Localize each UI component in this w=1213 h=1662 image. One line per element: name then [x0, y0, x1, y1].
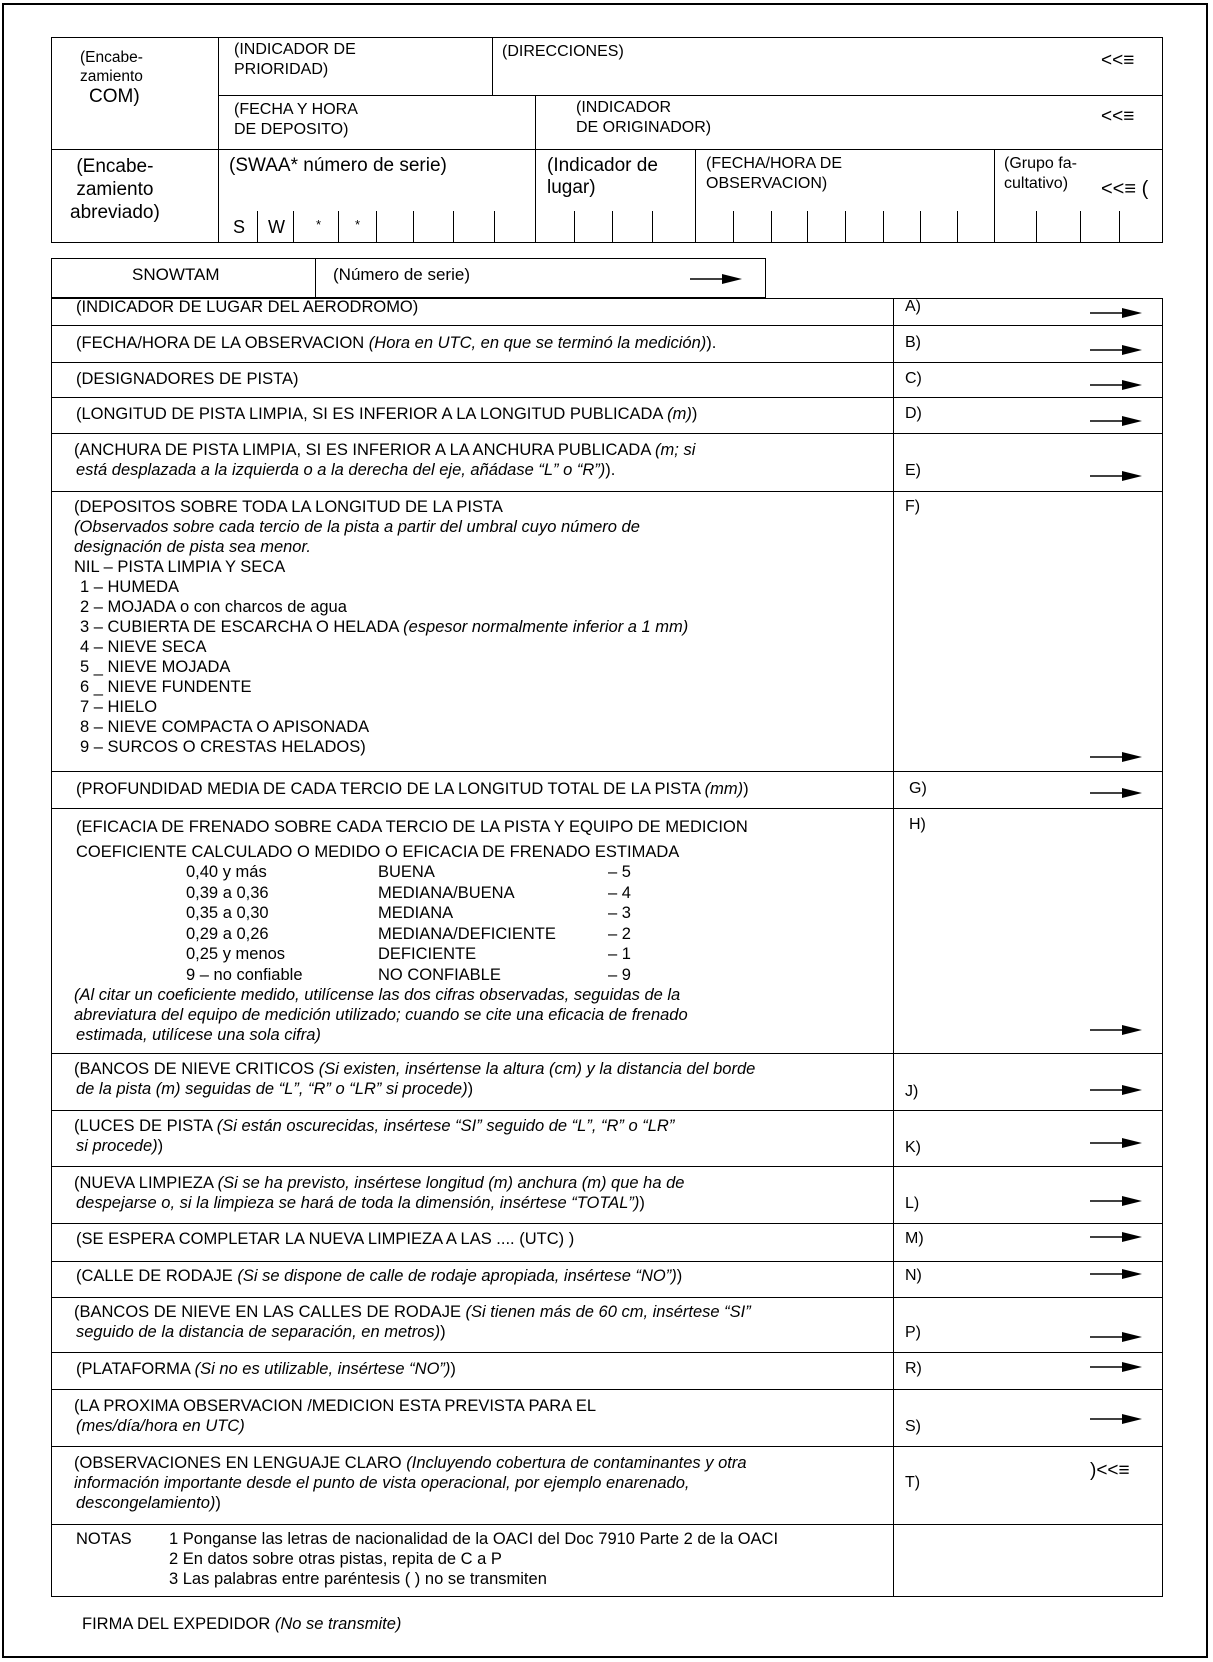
text: (NUEVA LIMPIEZA [74, 1174, 218, 1192]
braking-table-cell: – 2 [608, 924, 631, 943]
braking-table-cell: 0,40 y más [186, 863, 267, 881]
text: ) [157, 1137, 164, 1155]
com-heading-line: zamiento [80, 68, 143, 85]
field-f-code: F) [905, 498, 921, 515]
cell-tick [494, 211, 495, 243]
cell-tick [376, 211, 377, 243]
text: información importante desde el punto de vista operacional, por ejemplo enarenado, [74, 1474, 690, 1492]
field-s-code: S) [905, 1418, 921, 1435]
text: 3 – CUBIERTA DE ESCARCHA O HELADA [80, 618, 404, 636]
row-divider [51, 325, 1163, 326]
arrow-icon [1090, 1195, 1142, 1207]
label-line: abreviado) [70, 202, 160, 223]
label-line: lugar) [547, 177, 596, 198]
com-heading-line: (Encabe- [80, 49, 143, 66]
label-line: cultativo) [1004, 175, 1069, 192]
text: (espesor normalmente inferior a 1 mm) [403, 618, 689, 636]
field-s-label [74, 1396, 596, 1436]
end-of-line-marker: <<≡ [1101, 50, 1135, 71]
braking-table-cell: – 1 [608, 945, 631, 963]
text: ) [691, 405, 698, 423]
braking-table-cell: MEDIANA/DEFICIENTE [378, 924, 556, 943]
label-line: DE DEPOSITO) [234, 121, 349, 138]
cell-tick [453, 211, 454, 243]
row-divider [51, 1261, 1163, 1262]
field-t-code: T) [905, 1474, 921, 1491]
braking-table-cell: 0,35 a 0,30 [186, 904, 269, 922]
arrow-icon [1090, 307, 1142, 319]
text: está desplazada a la izquierda o a la derecha del eje, añádase “L” o “R”) [76, 461, 606, 479]
label-line: (Encabe- [76, 156, 154, 177]
text: NIL – PISTA LIMPIA Y SECA [74, 558, 286, 576]
observation-time-label [706, 154, 842, 194]
braking-table-cell: BUENA [378, 863, 435, 881]
arrow-icon [1090, 1231, 1142, 1243]
text: (Incluyendo cobertura de contaminantes y otra [406, 1454, 747, 1472]
text: 9 – SURCOS O CRESTAS HELADOS) [80, 738, 366, 756]
text: (DEPOSITOS SOBRE TODA LA LONGITUD DE LA PISTA [74, 498, 503, 516]
text: (Observados sobre cada tercio de la pista a partir del umbral cuyo número de [74, 518, 640, 536]
field-j-label [74, 1059, 755, 1099]
braking-table-cell: DEFICIENTE [378, 945, 477, 963]
cell-tick [1036, 211, 1037, 243]
row-divider [51, 808, 1163, 809]
arrow-icon [1090, 470, 1142, 482]
text: COEFICIENTE CALCULADO O MEDIDO O EFICACIA DE FRENADO ESTIMADA [76, 843, 680, 861]
end-of-line-marker: <<≡ [1101, 106, 1135, 127]
braking-table-cell: MEDIANA [378, 904, 454, 922]
field-h-code: H) [909, 816, 926, 833]
text: 6 _ NIEVE FUNDENTE [80, 678, 252, 696]
note-item: 3 Las palabras entre paréntesis ( ) no se transmiten [169, 1570, 547, 1588]
field-m-label: (SE ESPERA COMPLETAR LA NUEVA LIMPIEZA A LAS .... (UTC) ) [76, 1230, 575, 1248]
arrow-icon [1090, 1084, 1142, 1096]
text: (BANCOS DE NIEVE EN LAS CALLES DE RODAJE [74, 1303, 466, 1321]
text: (Al citar un coeficiente medido, utilícense las dos cifras observadas, seguidas de la [74, 986, 681, 1004]
note-item: 1 Ponganse las letras de nacionalidad de la OACI del Doc 7910 Parte 2 de la OACI [169, 1530, 779, 1548]
text: (ANCHURA DE PISTA LIMPIA, SI ES INFERIOR A LA ANCHURA PUBLICADA [74, 441, 656, 459]
label-line: (INDICADOR [576, 99, 672, 116]
note-item: 2 En datos sobre otras pistas, repita de C a P [169, 1550, 502, 1568]
row-divider [51, 1166, 1163, 1167]
field-h-label [76, 815, 748, 865]
cell-tick [413, 211, 414, 243]
arrow-icon [1090, 787, 1142, 799]
abbrev-heading [70, 155, 160, 224]
text: (LA PROXIMA OBSERVACION /MEDICION ESTA PREVISTA PARA EL [74, 1397, 597, 1415]
field-l-code: L) [905, 1195, 920, 1212]
cell-tick [1080, 211, 1081, 243]
row-divider [51, 491, 1163, 492]
row-divider [51, 771, 1163, 772]
field-p-label [74, 1302, 751, 1342]
field-j-code: J) [905, 1083, 919, 1100]
com-heading [80, 48, 143, 108]
arrow-icon [1090, 1413, 1142, 1425]
arrow-icon [1090, 1137, 1142, 1149]
text: 8 – NIEVE COMPACTA O APISONADA [80, 718, 370, 736]
text: (Hora en UTC, en que se terminó la medición) [368, 334, 707, 352]
cell-tick [652, 211, 653, 243]
text: ) [639, 1194, 645, 1212]
text: 5 _ NIEVE MOJADA [80, 658, 231, 676]
field-e-label [74, 440, 695, 480]
text: 1 – HUMEDA [80, 578, 180, 596]
text: FIRMA DEL EXPEDIDOR [82, 1615, 275, 1633]
braking-table-cell: 0,39 a 0,36 [186, 883, 269, 902]
text: designación de pista sea menor. [74, 538, 311, 556]
text: descongelamiento) [76, 1494, 216, 1512]
field-c-label: (DESIGNADORES DE PISTA) [76, 370, 299, 388]
arrow-icon [1090, 1024, 1142, 1036]
row-divider [51, 362, 1163, 363]
text: ) [450, 1360, 456, 1378]
priority-indicator-label [234, 40, 356, 80]
field-m-code: M) [905, 1230, 924, 1247]
arrow-icon [1090, 1361, 1142, 1373]
location-indicator-label [547, 155, 658, 199]
row-divider [51, 1524, 1163, 1525]
text: (Si tienen más de 60 cm, insértese “SI” [465, 1303, 751, 1321]
row-divider [51, 1446, 1163, 1447]
field-r-label [76, 1359, 456, 1379]
field-g-label [76, 779, 749, 799]
text: despejarse o, si la limpieza se hará de toda la dimensión, insértese “TOTAL”) [76, 1194, 640, 1212]
swaa-cell-s: S [233, 217, 246, 237]
text: (OBSERVACIONES EN LENGUAJE CLARO [74, 1454, 407, 1472]
field-g-code: G) [909, 780, 927, 797]
arrow-icon [690, 273, 742, 285]
cell-tick [574, 211, 575, 243]
notes-label: NOTAS [76, 1530, 132, 1548]
sender-signature-label [82, 1614, 401, 1634]
arrow-icon [1090, 1268, 1142, 1280]
braking-table-cell: 0,25 y menos [186, 945, 286, 963]
field-a-label: (INDICADOR DE LUGAR DEL AERODROMO) [76, 298, 419, 316]
arrow-icon [1090, 1331, 1142, 1343]
addresses-label: (DIRECCIONES) [502, 43, 624, 60]
text: 4 – NIEVE SECA [80, 638, 207, 656]
cell-tick [957, 211, 958, 243]
text: (PLATAFORMA [76, 1360, 195, 1378]
swaa-serial-label: (SWAA* número de serie) [229, 155, 447, 176]
text: (Si se ha previsto, insértese longitud (m) anchura (m) que ha de [217, 1174, 685, 1192]
cell-tick [807, 211, 808, 243]
field-f-label [74, 497, 688, 757]
row-divider [51, 1389, 1163, 1390]
field-c-code: C) [905, 370, 922, 387]
originator-label [576, 98, 711, 138]
arrow-icon [1090, 344, 1142, 356]
text: (LUCES DE PISTA [74, 1117, 217, 1135]
braking-table-cell: – 3 [608, 904, 631, 922]
field-e-code: E) [905, 462, 921, 479]
label-line: PRIORIDAD) [234, 61, 329, 78]
braking-table-cell: – 9 [608, 965, 631, 984]
text: (FECHA/HORA DE LA OBSERVACION [76, 334, 369, 352]
braking-table-cell: MEDIANA/BUENA [378, 883, 515, 902]
arrow-icon [1090, 751, 1142, 763]
row-divider [51, 433, 1163, 434]
text: ) [467, 1080, 474, 1098]
text: (Si se dispone de calle de rodaje apropiada, insértese “NO”) [237, 1267, 677, 1285]
braking-table-cell: 9 – no confiable [186, 965, 303, 984]
snowtam-label: SNOWTAM [132, 265, 220, 284]
arrow-icon [1090, 379, 1142, 391]
label-line: OBSERVACION) [706, 175, 828, 192]
field-a-code: A) [905, 298, 921, 315]
text: (Si están oscurecidas, insértese “SI” seguido de “L”, “R” o “LR” [216, 1117, 675, 1135]
text: (CALLE DE RODAJE [76, 1267, 238, 1285]
text: estimada, utilícese una sola cifra) [76, 1026, 321, 1044]
arrow-icon [1090, 415, 1142, 427]
text: de la pista (m) seguidas de “L”, “R” o “LR” si procede) [76, 1080, 468, 1098]
cell-tick [257, 211, 258, 243]
text: ) [440, 1323, 446, 1341]
text: ). [706, 334, 717, 352]
cell-tick [883, 211, 884, 243]
cell-tick [920, 211, 921, 243]
cell-tick [612, 211, 613, 243]
label-line: (FECHA/HORA DE [706, 155, 843, 172]
cell-tick [1119, 211, 1120, 243]
row-divider [51, 397, 1163, 398]
text: (LONGITUD DE PISTA LIMPIA, SI ES INFERIOR A LA LONGITUD PUBLICADA [76, 405, 668, 423]
braking-table-cell: 0,29 a 0,26 [186, 924, 269, 943]
braking-table-cell: – 4 [608, 883, 631, 902]
field-d-label [76, 404, 697, 424]
braking-table-cell: NO CONFIABLE [378, 965, 501, 984]
end-of-line-marker: <<≡ ( [1101, 178, 1149, 200]
text: (EFICACIA DE FRENADO SOBRE CADA TERCIO DE LA PISTA Y EQUIPO DE MEDICION [76, 818, 748, 836]
field-b-label [76, 333, 716, 353]
text: (mes/día/hora en UTC) [76, 1417, 245, 1435]
field-n-code: N) [905, 1267, 922, 1284]
cell-tick [733, 211, 734, 243]
text: (Si no es utilizable, insértese “NO”) [194, 1360, 451, 1378]
text: abreviatura del equipo de medición utilizado; cuando se cite una eficacia de frenado [74, 1006, 688, 1024]
field-t-label [74, 1453, 747, 1513]
com-heading-line: COM) [89, 86, 140, 107]
label-line: (FECHA Y HORA [234, 101, 358, 118]
field-n-label [76, 1266, 682, 1286]
text: (No se transmite) [274, 1615, 402, 1633]
row-divider [51, 1110, 1163, 1111]
row-divider [51, 1053, 1163, 1054]
text: 2 – MOJADA o con charcos de agua [80, 598, 347, 616]
cell-tick [293, 211, 294, 243]
field-k-code: K) [905, 1139, 921, 1156]
label-line: (INDICADOR DE [234, 41, 356, 58]
field-d-code: D) [905, 405, 922, 422]
braking-table-cell: – 5 [608, 863, 631, 881]
label-line: DE ORIGINADOR) [576, 119, 712, 136]
label-line: (Indicador de [547, 155, 658, 176]
row-divider [51, 1352, 1163, 1353]
row-divider [51, 1297, 1163, 1298]
swaa-cell-star: * [316, 217, 322, 232]
text: ) [215, 1494, 221, 1512]
field-k-label [74, 1116, 674, 1156]
text: ) [743, 780, 749, 798]
text: seguido de la distancia de separación, en metros) [76, 1323, 441, 1341]
text: (PROFUNDIDAD MEDIA DE CADA TERCIO DE LA LONGITUD TOTAL DE LA PISTA [76, 780, 705, 798]
row-divider [51, 1223, 1163, 1224]
field-h-notes [74, 985, 688, 1045]
text: (m; si [655, 441, 696, 459]
text: (BANCOS DE NIEVE CRITICOS [74, 1060, 319, 1078]
cell-tick [845, 211, 846, 243]
text: si procede) [76, 1137, 158, 1155]
swaa-cell-star: * [355, 217, 361, 232]
text: ) [676, 1267, 683, 1285]
optional-group-label [1004, 154, 1077, 194]
label-line: (Grupo fa- [1004, 155, 1077, 172]
serial-number-label: (Número de serie) [333, 265, 470, 284]
notes-list [169, 1529, 778, 1589]
text: 7 – HIELO [80, 698, 158, 716]
swaa-cell-w: W [268, 217, 285, 237]
field-p-code: P) [905, 1324, 921, 1341]
text: (Si existen, insértense la altura (cm) y la distancia del borde [318, 1060, 756, 1078]
label-line: zamiento [76, 179, 154, 200]
field-r-code: R) [905, 1360, 922, 1377]
field-l-label [74, 1173, 684, 1213]
text: ). [605, 461, 616, 479]
cell-tick [338, 211, 339, 243]
text: (m) [667, 405, 692, 423]
filing-time-label [234, 100, 358, 140]
field-b-code: B) [905, 334, 921, 351]
end-of-message-marker: )<<≡ [1090, 1460, 1130, 1481]
text: (mm) [704, 780, 744, 798]
cell-tick [771, 211, 772, 243]
